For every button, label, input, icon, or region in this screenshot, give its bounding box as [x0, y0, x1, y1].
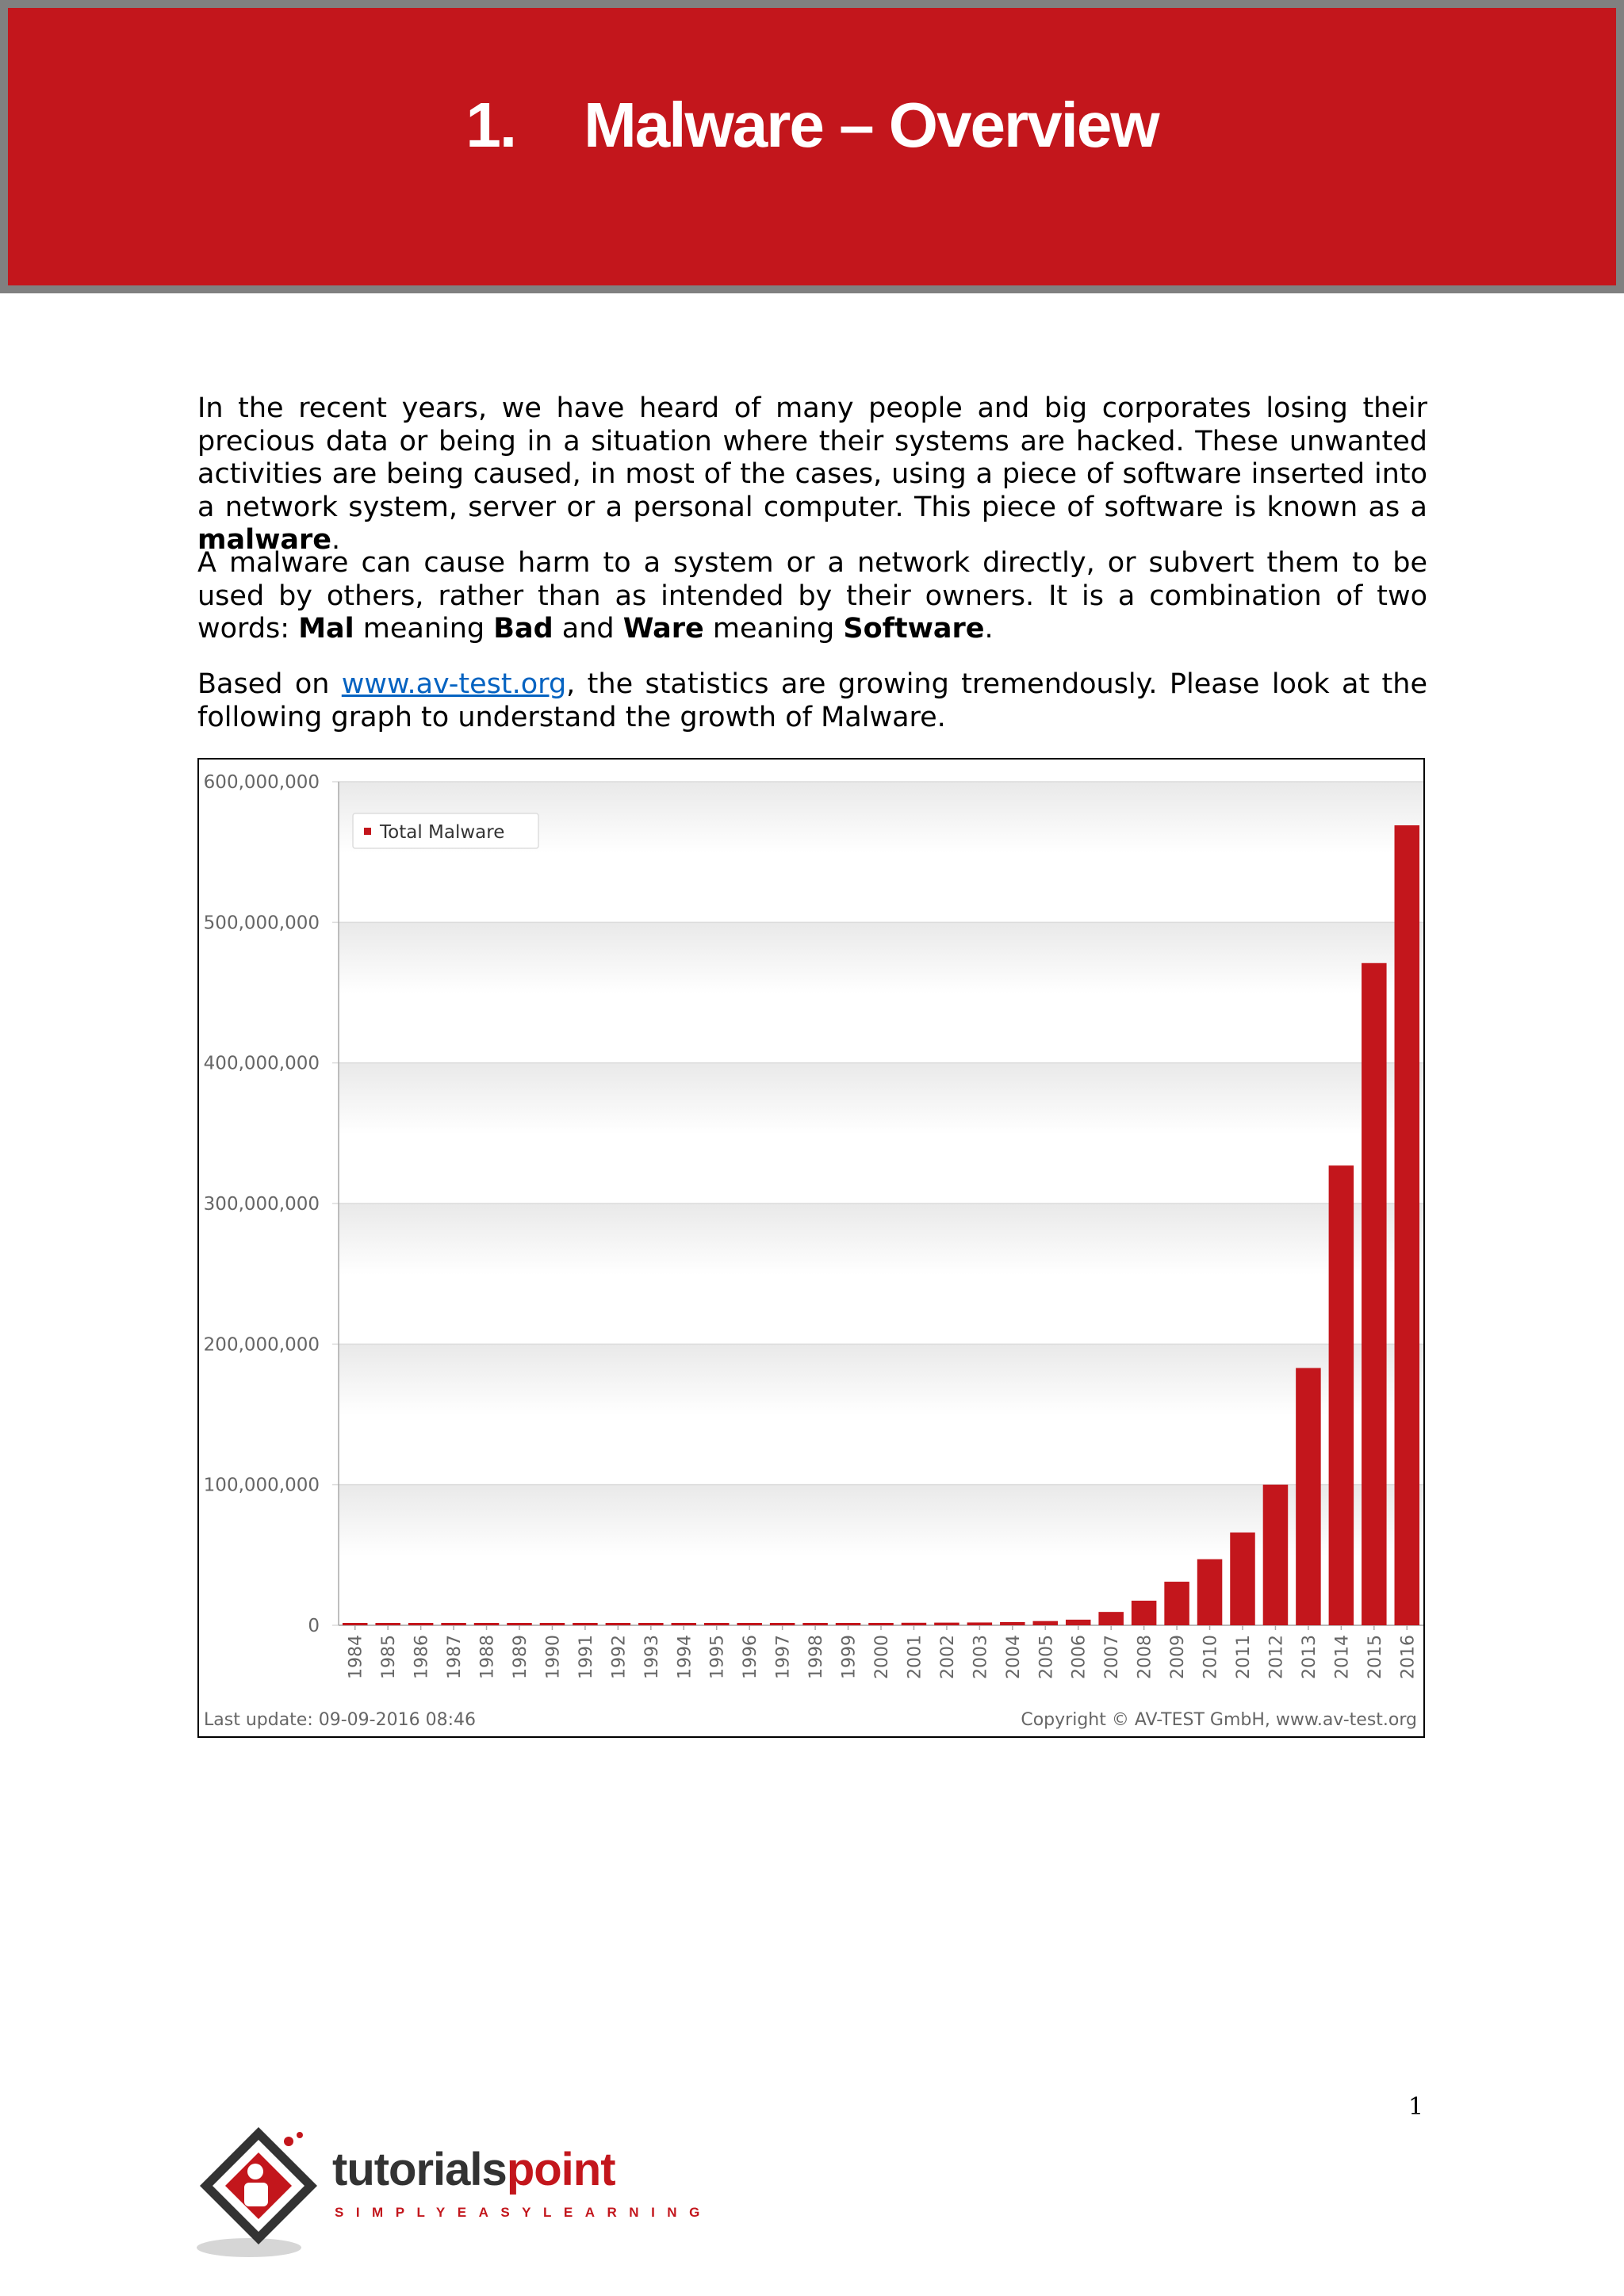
x-tick-label-1984: 1984	[346, 1635, 366, 1679]
logo-word-point: point	[506, 2144, 615, 2195]
bar-1993	[638, 1623, 664, 1625]
x-tick-label-1989: 1989	[511, 1635, 530, 1679]
bar-2014	[1329, 1165, 1354, 1625]
bar-2001	[902, 1623, 927, 1625]
x-tick-label-2004: 2004	[1003, 1635, 1024, 1679]
x-tick-label-1994: 1994	[675, 1635, 695, 1679]
paragraph-definition-mid1: meaning	[354, 613, 494, 645]
logo-wordmark	[332, 2143, 615, 2196]
grid-band	[339, 1344, 1423, 1415]
x-tick-label-2001: 2001	[905, 1635, 925, 1679]
bar-1998	[802, 1623, 828, 1625]
x-tick-label-2008: 2008	[1135, 1635, 1155, 1679]
x-tick-label-1987: 1987	[445, 1635, 465, 1679]
x-tick-label-2006: 2006	[1069, 1635, 1090, 1679]
legend-label: Total Malware	[380, 822, 505, 843]
paragraph-statistics-start: Based on	[197, 668, 342, 700]
bar-2008	[1132, 1601, 1157, 1625]
bar-2011	[1230, 1533, 1255, 1625]
legend	[353, 813, 538, 848]
x-tick-label-2002: 2002	[937, 1635, 958, 1679]
x-tick-label-1993: 1993	[642, 1635, 662, 1679]
bar-2015	[1362, 963, 1387, 1625]
chapter-title: Malware – Overview	[584, 90, 1159, 160]
term-ware: Ware	[622, 613, 704, 645]
x-tick-label-1992: 1992	[609, 1635, 630, 1679]
bar-2013	[1296, 1368, 1321, 1625]
x-tick-label-1999: 1999	[839, 1635, 860, 1679]
av-test-link[interactable]: www.av-test.org	[341, 668, 567, 700]
paragraph-intro-text: In the recent years, we have heard of many people and big corporates losing their precious data or being in a situation where their systems are hacked. These unwanted activities are being caused, in most of the cases, using a piece of software inserted into a network system, server or a personal computer. This piece of software is known as a	[197, 392, 1427, 523]
y-tick-label: 200,000,000	[203, 1334, 320, 1356]
y-tick-labels	[204, 772, 320, 1636]
x-tick-label-2013: 2013	[1299, 1635, 1320, 1679]
bar-1990	[540, 1623, 565, 1625]
paragraph-statistics	[197, 668, 1427, 734]
x-tick-label-1998: 1998	[806, 1635, 827, 1679]
bar-2012	[1263, 1485, 1289, 1625]
y-tick-label: 400,000,000	[203, 1053, 320, 1074]
x-tick-label-2014: 2014	[1332, 1635, 1353, 1679]
x-tick-label-1991: 1991	[576, 1635, 596, 1679]
y-tick-label: 500,000,000	[203, 913, 320, 934]
bar-1987	[441, 1623, 466, 1625]
y-tick-label: 300,000,000	[203, 1194, 320, 1215]
logo-word-tutorials: tutorials	[332, 2144, 507, 2195]
x-tick-label-2007: 2007	[1102, 1635, 1123, 1679]
x-tick-label-1988: 1988	[477, 1635, 498, 1679]
x-tick-label-2003: 2003	[971, 1635, 991, 1679]
malware-chart-svg	[199, 760, 1423, 1736]
page-number: 1	[1408, 2093, 1424, 2121]
x-tick-label-2011: 2011	[1234, 1635, 1254, 1679]
paragraph-definition-mid2: and	[553, 613, 623, 645]
legend-swatch	[364, 828, 371, 835]
x-tick-label-2000: 2000	[872, 1635, 892, 1679]
term-bad: Bad	[493, 613, 553, 645]
bar-1988	[474, 1623, 500, 1625]
bar-1984	[343, 1623, 368, 1625]
paragraph-definition-text: A malware can cause harm to a system or a network directly, or subvert them to be used by others, rather than as intended by their owners. It is a combination of two words:	[197, 547, 1427, 645]
y-tick-label: 0	[308, 1616, 320, 1636]
bar-2005	[1033, 1621, 1059, 1625]
bar-1986	[408, 1623, 434, 1625]
bar-1989	[507, 1623, 532, 1625]
bar-2009	[1164, 1582, 1189, 1625]
x-tick-label-1995: 1995	[707, 1635, 728, 1679]
chapter-number: 1.	[465, 90, 516, 160]
x-tick-label-2009: 2009	[1168, 1635, 1189, 1679]
term-mal: Mal	[298, 613, 354, 645]
x-tick-labels	[347, 1635, 1419, 1679]
bar-2004	[1000, 1622, 1025, 1625]
logo-tagline: SIMPLYEASYLEARNING	[335, 2205, 712, 2220]
bar-2002	[934, 1623, 959, 1625]
bar-1995	[704, 1623, 730, 1625]
page-title	[0, 89, 1624, 162]
paragraph-definition	[197, 547, 1427, 646]
paragraph-intro-end: .	[331, 524, 341, 556]
chart-copyright: Copyright © AV-TEST GmbH, www.av-test.org	[1021, 1710, 1417, 1730]
x-tick-label-1985: 1985	[379, 1635, 400, 1679]
x-tick-label-2005: 2005	[1036, 1635, 1057, 1679]
bar-2000	[868, 1623, 894, 1625]
term-software: Software	[843, 613, 985, 645]
bar-2007	[1098, 1612, 1124, 1625]
bar-1996	[737, 1623, 762, 1625]
bar-2006	[1066, 1620, 1091, 1625]
x-tick-label-1997: 1997	[773, 1635, 794, 1679]
bar-1997	[770, 1623, 795, 1625]
logo-emblem-icon	[193, 2121, 332, 2263]
term-malware: malware	[197, 524, 332, 556]
grid-band	[339, 1063, 1423, 1135]
bar-2003	[967, 1622, 993, 1625]
x-tick-label-1996: 1996	[741, 1635, 761, 1679]
x-tick-label-2015: 2015	[1365, 1635, 1385, 1679]
x-tick-label-2010: 2010	[1201, 1635, 1221, 1679]
x-tick-label-2012: 2012	[1266, 1635, 1287, 1679]
bar-1992	[606, 1623, 631, 1625]
tutorialspoint-logo	[193, 2121, 712, 2263]
x-tick-label-1986: 1986	[412, 1635, 432, 1679]
paragraph-definition-mid3: meaning	[703, 613, 844, 645]
paragraph-intro	[197, 392, 1427, 557]
bar-1985	[375, 1623, 400, 1625]
bar-1999	[836, 1623, 861, 1625]
grid-bands	[339, 782, 1423, 1556]
paragraph-statistics-end: , the statistics are growing tremendously. Please look at the following graph to understand the growth of Malware.	[197, 668, 1427, 733]
bar-1994	[672, 1623, 697, 1625]
bar-1991	[573, 1623, 598, 1625]
grid-band	[339, 922, 1423, 993]
x-tick-label-2016: 2016	[1398, 1635, 1419, 1679]
grid-band	[339, 1485, 1423, 1556]
paragraph-definition-end: .	[984, 613, 994, 645]
grid-band	[339, 1203, 1423, 1275]
x-tick-label-1990: 1990	[543, 1635, 564, 1679]
bar-2010	[1197, 1559, 1223, 1625]
chart-last-update: Last update: 09-09-2016 08:46	[204, 1710, 476, 1730]
y-tick-label: 100,000,000	[203, 1475, 320, 1496]
bar-2016	[1395, 825, 1420, 1625]
y-tick-label: 600,000,000	[203, 772, 320, 793]
malware-chart	[197, 758, 1425, 1738]
